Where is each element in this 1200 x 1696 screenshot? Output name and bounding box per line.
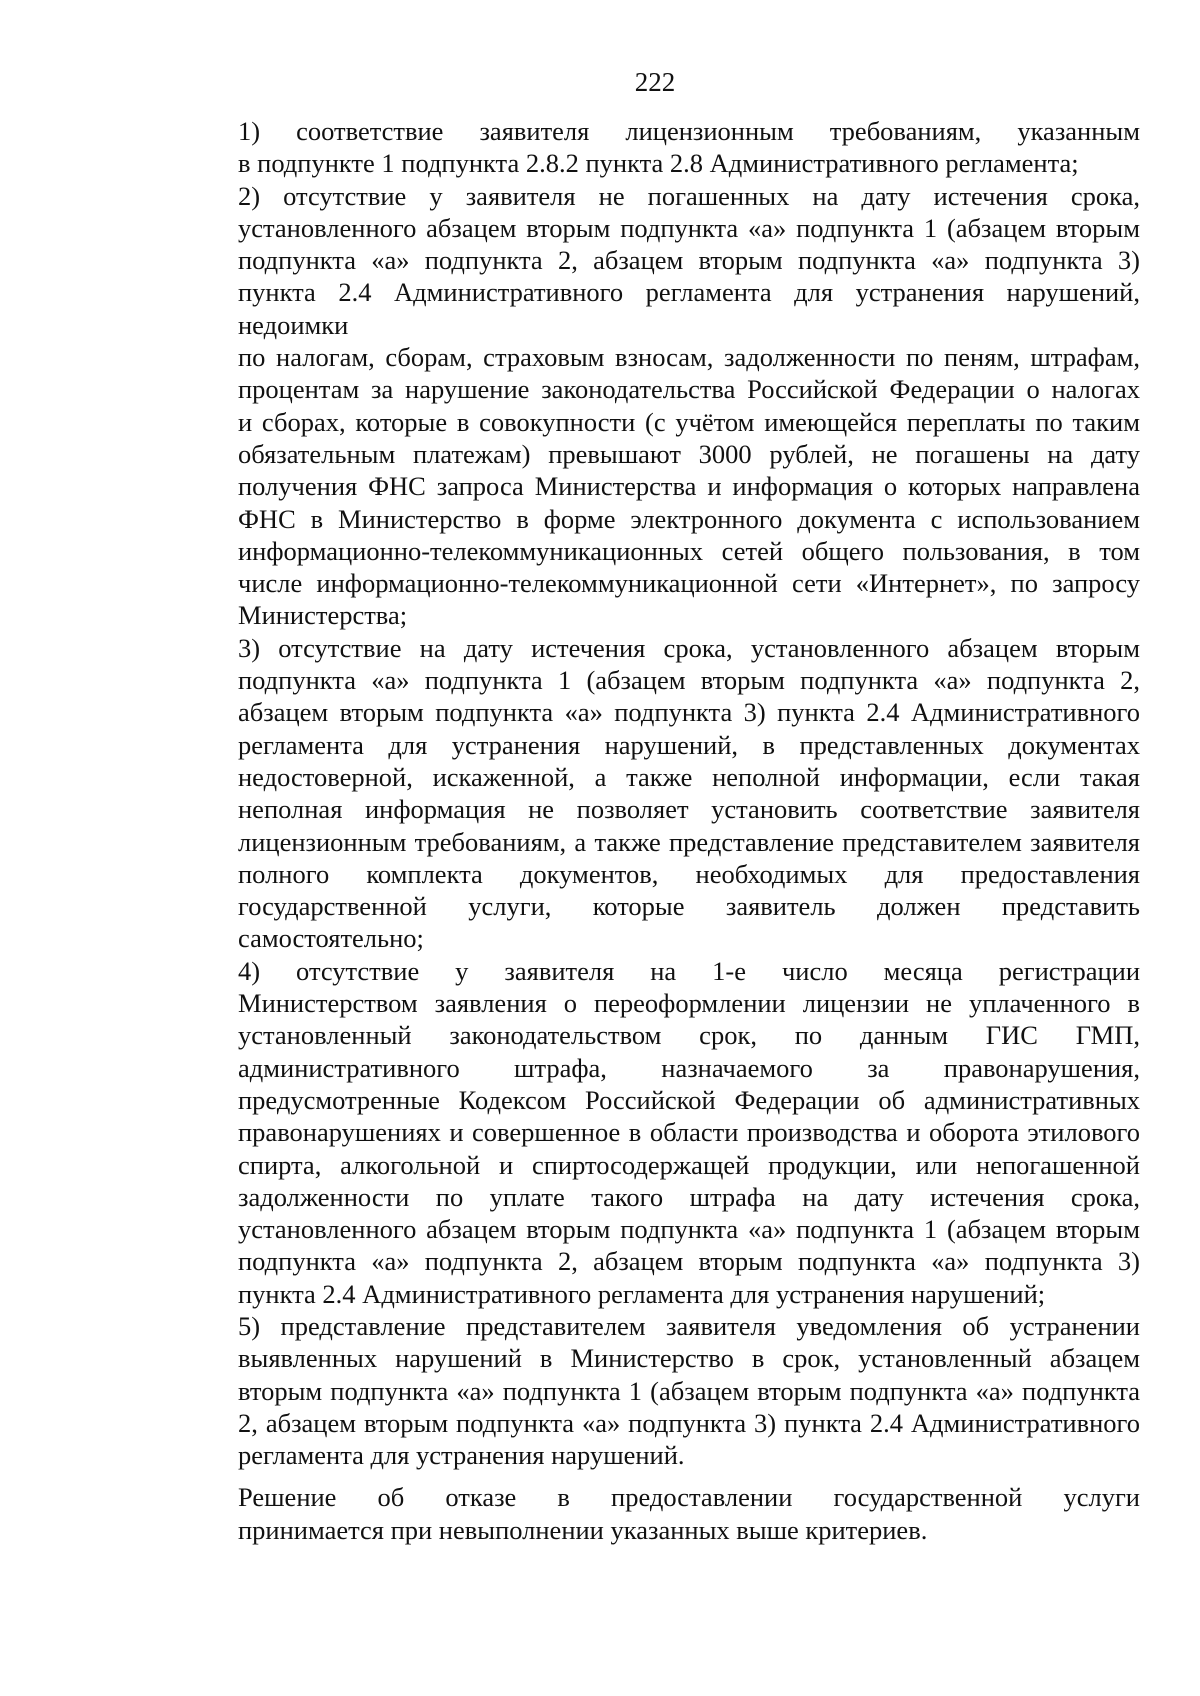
paragraph-decision xyxy=(166,1481,1140,1546)
text-line: подпункта «а» подпункта 2, абзацем вторым подпункта «а» подпункта 3) xyxy=(238,245,1140,276)
text-line: Министерством заявления о переоформлении лицензии не уплаченного в xyxy=(238,988,1140,1019)
text-line: 2) отсутствие у заявителя не погашенных на дату истечения срока, xyxy=(238,180,1140,211)
text-line: информационно-телекоммуникационных сетей общего пользования, в том xyxy=(238,535,1140,566)
text-line: регламента для устранения нарушений. xyxy=(238,1440,685,1471)
text-line: пункта 2.4 Административного регламента для устранения нарушений, xyxy=(238,277,1140,308)
text-line: в подпункте 1 подпункта 2.8.2 пункта 2.8 Административного регламента; xyxy=(238,148,1079,179)
text-line: установленного абзацем вторым подпункта «а» подпункта 1 (абзацем вторым xyxy=(238,212,1140,243)
text-line: вторым подпункта «а» подпункта 1 (абзацем вторым подпункта «а» подпункта xyxy=(238,1375,1140,1406)
text-line: неполная информация не позволяет установить соответствие заявителя xyxy=(238,794,1140,825)
text-line: подпункта «а» подпункта 1 (абзацем вторым подпункта «а» подпункта 2, xyxy=(238,665,1140,696)
text-line: абзацем вторым подпункта «а» подпункта 3) пункта 2.4 Административного xyxy=(238,697,1140,728)
text-line: числе информационно-телекоммуникационной сети «Интернет», по запросу xyxy=(238,568,1140,599)
text-line: выявленных нарушений в Министерство в срок, установленный абзацем xyxy=(238,1343,1140,1374)
text-line: полного комплекта документов, необходимых для предоставления xyxy=(238,858,1140,889)
paragraph-item-3 xyxy=(166,632,1140,955)
text-line: регламента для устранения нарушений, в представленных документах xyxy=(238,729,1140,760)
text-line: правонарушениях и совершенное в области производства и оборота этилового xyxy=(238,1117,1140,1148)
text-line: установленный законодательством срок, по данным ГИС ГМП, xyxy=(238,1020,1140,1051)
text-line: и сборах, которые в совокупности (с учётом имеющейся переплаты по таким xyxy=(238,406,1140,437)
paragraph-item-2 xyxy=(166,180,1140,632)
text-line: административного штрафа, назначаемого за правонарушения, xyxy=(238,1052,1140,1083)
text-line: 5) представление представителем заявителя уведомления об устранении xyxy=(238,1310,1140,1341)
text-line: предусмотренные Кодексом Российской Федерации об административных xyxy=(238,1084,1140,1115)
text-line: недоимки xyxy=(238,309,349,340)
text-line: по налогам, сборам, страховым взносам, задолженности по пеням, штрафам, xyxy=(238,342,1140,373)
text-line: задолженности по уплате такого штрафа на дату истечения срока, xyxy=(238,1181,1140,1212)
paragraph-item-4 xyxy=(166,955,1140,1310)
text-line: ФНС в Министерство в форме электронного документа с использованием xyxy=(238,503,1140,534)
text-line: установленного абзацем вторым подпункта «а» подпункта 1 (абзацем вторым xyxy=(238,1214,1140,1245)
text-line: 4) отсутствие у заявителя на 1-е число месяца регистрации xyxy=(238,955,1140,986)
text-line: обязательным платежам) превышают 3000 рублей, не погашены на дату xyxy=(238,438,1140,469)
paragraph-spacer xyxy=(166,1471,1140,1481)
paragraph-item-5 xyxy=(166,1310,1140,1471)
text-line: Решение об отказе в предоставлении государственной услуги xyxy=(238,1482,1140,1513)
text-line: пункта 2.4 Административного регламента для устранения нарушений; xyxy=(238,1278,1046,1309)
text-line: получения ФНС запроса Министерства и информация о которых направлена xyxy=(238,471,1140,502)
text-line: 2, абзацем вторым подпункта «а» подпункта 3) пункта 2.4 Административного xyxy=(238,1407,1140,1438)
text-line: государственной услуги, которые заявитель должен представить xyxy=(238,891,1140,922)
text-line: подпункта «а» подпункта 2, абзацем вторым подпункта «а» подпункта 3) xyxy=(238,1246,1140,1277)
text-line: 3) отсутствие на дату истечения срока, установленного абзацем вторым xyxy=(238,632,1140,663)
page-number: 222 xyxy=(634,67,676,97)
text-line: спирта, алкогольной и спиртосодержащей продукции, или непогашенной xyxy=(238,1149,1140,1180)
document-body xyxy=(166,115,1140,1546)
text-line: самостоятельно; xyxy=(238,923,424,954)
text-line: лицензионным требованиям, а также представление представителем заявителя xyxy=(238,826,1140,857)
text-line: процентам за нарушение законодательства Российской Федерации о налогах xyxy=(238,374,1140,405)
text-line: недостоверной, искаженной, а также неполной информации, если такая xyxy=(238,761,1140,792)
text-line: Министерства; xyxy=(238,600,408,631)
text-line: 1) соответствие заявителя лицензионным требованиям, указанным xyxy=(238,116,1140,146)
paragraph-item-1 xyxy=(166,115,1140,180)
text-line: принимается при невыполнении указанных выше критериев. xyxy=(238,1514,928,1545)
